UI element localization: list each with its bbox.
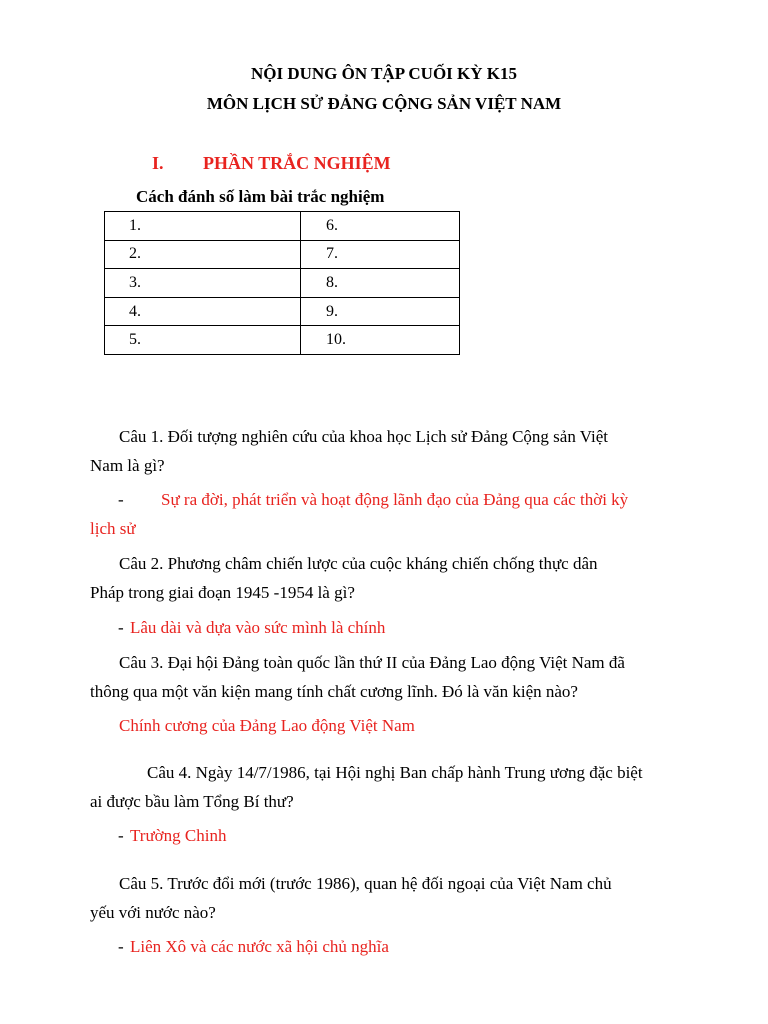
answer-5-dash: - bbox=[118, 937, 124, 956]
question-4-line-2: ai được bầu làm Tổng Bí thư? bbox=[90, 792, 294, 811]
table-cell: 7. bbox=[301, 240, 460, 269]
question-3-line-1: Câu 3. Đại hội Đảng toàn quốc lần thứ II của Đảng Lao động Việt Nam đã bbox=[119, 653, 625, 672]
answer-4: Trường Chinh bbox=[130, 826, 227, 845]
table-row bbox=[105, 240, 460, 269]
table-cell: 5. bbox=[105, 326, 301, 355]
section-title: PHẦN TRẮC NGHIỆM bbox=[203, 153, 391, 173]
table-cell: 1. bbox=[105, 212, 301, 241]
section-number: I. bbox=[152, 153, 164, 173]
table-row bbox=[105, 297, 460, 326]
answer-5: Liên Xô và các nước xã hội chủ nghĩa bbox=[130, 937, 389, 956]
numbering-table bbox=[104, 211, 460, 355]
question-1-line-1: Câu 1. Đối tượng nghiên cứu của khoa học Lịch sử Đảng Cộng sản Việt bbox=[119, 427, 609, 446]
table-row bbox=[105, 269, 460, 298]
numbering-caption: Cách đánh số làm bài trắc nghiệm bbox=[136, 187, 385, 206]
answer-4-dash: - bbox=[118, 826, 124, 845]
answer-1-line-2: lịch sử bbox=[90, 519, 136, 538]
table-cell: 8. bbox=[301, 269, 460, 298]
answer-2: Lâu dài và dựa vào sức mình là chính bbox=[130, 618, 386, 637]
question-4-line-1: Câu 4. Ngày 14/7/1986, tại Hội nghị Ban chấp hành Trung ương đặc biệt bbox=[147, 763, 643, 782]
table-row bbox=[105, 326, 460, 355]
answer-1-line-1: Sự ra đời, phát triển và hoạt động lãnh đạo của Đảng qua các thời kỳ bbox=[161, 490, 629, 509]
question-3-line-2: thông qua một văn kiện mang tính chất cương lĩnh. Đó là văn kiện nào? bbox=[90, 682, 578, 701]
table-cell: 10. bbox=[301, 326, 460, 355]
answer-3: Chính cương của Đảng Lao động Việt Nam bbox=[119, 716, 415, 735]
question-2-line-1: Câu 2. Phương châm chiến lược của cuộc kháng chiến chống thực dân bbox=[119, 554, 598, 573]
table-cell: 4. bbox=[105, 297, 301, 326]
table-cell: 9. bbox=[301, 297, 460, 326]
table-cell: 3. bbox=[105, 269, 301, 298]
question-5-line-1: Câu 5. Trước đổi mới (trước 1986), quan hệ đối ngoại của Việt Nam chủ bbox=[119, 874, 612, 893]
table-cell: 6. bbox=[301, 212, 460, 241]
answer-2-dash: - bbox=[118, 618, 124, 637]
document-subtitle: MÔN LỊCH SỬ ĐẢNG CỘNG SẢN VIỆT NAM bbox=[206, 94, 562, 113]
question-5-line-2: yếu với nước nào? bbox=[90, 903, 216, 922]
table-cell: 2. bbox=[105, 240, 301, 269]
table-row bbox=[105, 212, 460, 241]
answer-1-dash: - bbox=[118, 490, 124, 509]
question-2-line-2: Pháp trong giai đoạn 1945 -1954 là gì? bbox=[90, 583, 355, 602]
document-title: NỘI DUNG ÔN TẬP CUỐI KỲ K15 bbox=[250, 64, 518, 83]
question-1-line-2: Nam là gì? bbox=[90, 456, 165, 475]
